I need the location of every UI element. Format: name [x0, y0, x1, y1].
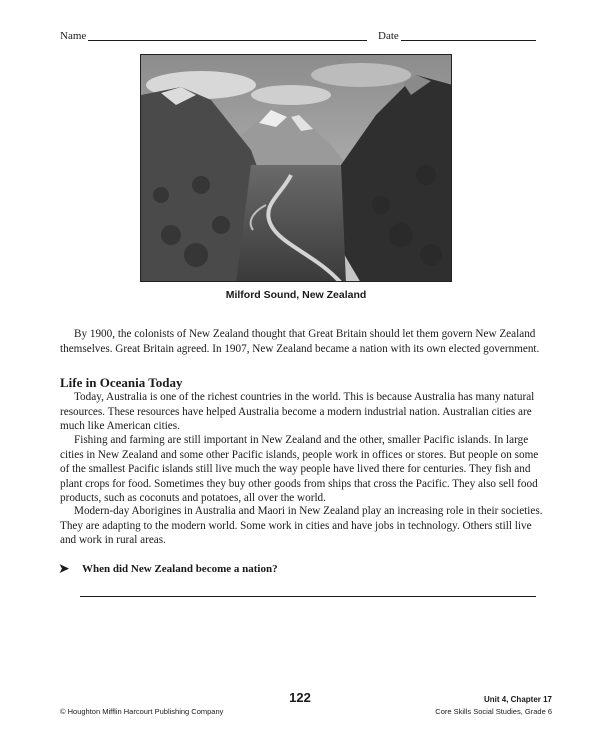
copyright: © Houghton Mifflin Harcourt Publishing Company [60, 707, 224, 716]
paragraph-australia: Today, Australia is one of the richest countries in the world. This is because Australia has many natural resources. These resources have helped Australia become a modern industrial nation. Australian cities are much like American cities. [60, 391, 535, 433]
question-text: When did New Zealand become a nation? [82, 563, 278, 575]
book-title: Core Skills Social Studies, Grade 6 [435, 707, 552, 716]
milford-sound-photo [140, 54, 452, 282]
answer-line[interactable] [80, 596, 536, 597]
paragraph-aborigines-maori: Modern-day Aborigines in Australia and Maori in New Zealand play an increasing role in their societies. They are adapting to the modern world. Some work in cities and have jobs in technology. Others still live and work in rural areas. [60, 505, 543, 547]
mountain-landscape-image [141, 55, 452, 282]
date-label: Date [378, 30, 399, 42]
arrow-icon: ➤ [58, 562, 70, 577]
unit-chapter: Unit 4, Chapter 17 [483, 695, 552, 704]
paragraph-new-zealand: Fishing and farming are still important in New Zealand and the other, smaller Pacific islands. In large cities in New Zealand and some other Pacific islands, people work in offices or stores. But people on some of the smallest Pacific islands still live much the way people have lived there for centuries. They fish and plant crops for food. Sometimes they buy other goods from ships that cross the Pacific. They also sell food products, such as coconuts and potatoes, all over the world. [60, 434, 539, 505]
photo-caption: Milford Sound, New Zealand [225, 289, 367, 301]
date-field[interactable] [401, 40, 536, 41]
section-heading: Life in Oceania Today [60, 375, 183, 390]
page-number: 122 [289, 690, 311, 705]
name-label: Name [60, 30, 87, 42]
name-field[interactable] [88, 40, 367, 41]
intro-paragraph: By 1900, the colonists of New Zealand thought that Great Britain should let them govern New Zealand themselves. Great Britain agreed. In 1907, New Zealand became a nation with its own elected government. [60, 328, 540, 355]
